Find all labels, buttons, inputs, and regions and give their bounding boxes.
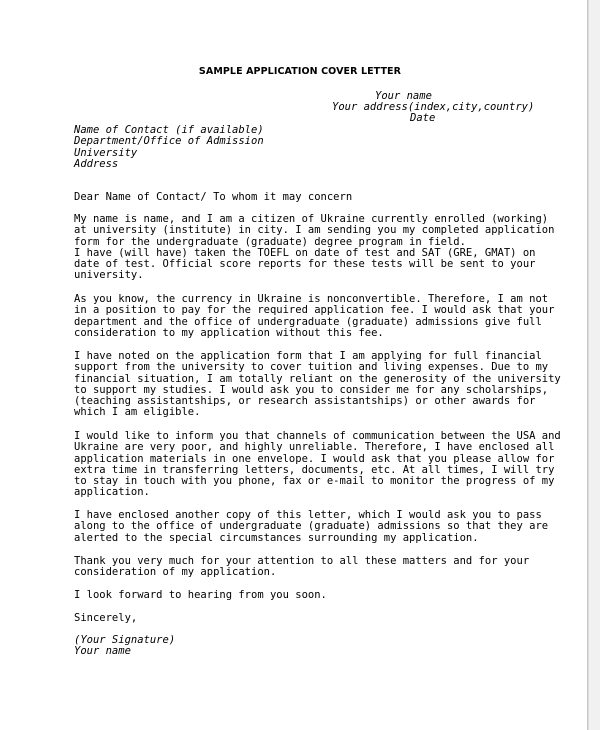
sender-name: Your name	[375, 90, 432, 102]
signature-label: (Your Signature)	[74, 634, 176, 646]
sender-address: Your address(index,city,country)	[332, 101, 535, 113]
paragraph-line: As you know, the currency in Ukraine is nonconvertible. Therefore, I am not	[74, 293, 549, 305]
recipient-address: Address	[74, 157, 119, 170]
paragraph-line: I look forward to hearing from you soon.	[74, 589, 327, 601]
paragraph-line: department and the office of undergraduate (graduate) admissions give full	[74, 315, 542, 328]
paragraph-line: along to the office of undergraduate (graduate) admissions so that they are	[74, 520, 549, 533]
paragraph-line: extra time in transferring letters, documents, etc. At all times, I will try	[74, 463, 555, 476]
paragraph-line: at university (institute) in city. I am sending you my completed application	[74, 224, 555, 237]
paragraph-line: I have noted on the application form that I am applying for full financial	[74, 350, 542, 362]
paragraph-line: support from the university to cover tuition and living expenses. Due to my	[74, 361, 549, 374]
paragraph-line: I would like to inform you that channels of communication between the USA and	[74, 430, 561, 442]
paragraph-2	[74, 294, 554, 339]
document-title: SAMPLE APPLICATION COVER LETTER	[198, 66, 402, 77]
paragraph-6	[74, 556, 529, 579]
paragraph-line: I have enclosed another copy of this letter, which I would ask you to pass	[74, 509, 542, 521]
recipient-block	[74, 125, 264, 170]
paragraph-5	[74, 510, 548, 544]
recipient-contact: Name of Contact (if available)	[74, 124, 264, 136]
paragraph-line: financial situation, I am totally reliant on the generosity of the university	[74, 372, 561, 385]
paragraph-line: date of test. Official score reports for these tests will be sent to your	[74, 258, 536, 271]
paragraph-4	[74, 431, 561, 499]
recipient-department: Department/Office of Admission	[74, 135, 264, 148]
paragraph-line: My name is name, and I am a citizen of Ukraine currently enrolled (working)	[74, 213, 549, 225]
paragraph-line: which I am eligible.	[74, 406, 201, 419]
salutation: Dear Name of Contact/ To whom it may concern	[74, 191, 353, 203]
paragraph-line: alerted to the special circumstances surrounding my application.	[74, 531, 479, 544]
paragraph-7	[74, 590, 327, 601]
paragraph-line: application.	[74, 486, 150, 499]
closing: Sincerely,	[74, 612, 138, 624]
paragraph-line: I have (will have) taken the TOEFL on date of test and SAT (GRE, GMAT) on	[74, 246, 536, 259]
paragraph-line: to support my studies. I would ask you to consider me for any scholarships,	[74, 383, 549, 396]
sender-date: Date	[410, 112, 436, 124]
vertical-scrollbar[interactable]	[588, 0, 600, 730]
paragraph-line: to stay in touch with you phone, fax or e-mail to monitor the progress of my	[74, 475, 555, 488]
paragraph-1	[74, 214, 554, 282]
paragraph-line: (teaching assistantships, or research assistantships) or other awards for	[74, 395, 536, 408]
paragraph-line: form for the undergraduate (graduate) degree program in field.	[74, 235, 466, 248]
paragraph-line: Ukraine are very poor, and highly unreliable. Therefore, I have enclosed all	[74, 441, 555, 454]
paragraph-line: Thank you very much for your attention to all these matters and for your	[74, 555, 530, 567]
paragraph-line: application materials in one envelope. I would ask that you please allow for	[74, 452, 555, 465]
paragraph-line: consideration to my application without this fee.	[74, 326, 384, 339]
paragraph-line: consideration of my application.	[74, 566, 277, 579]
paragraph-line: university.	[74, 269, 144, 282]
paragraph-3	[74, 351, 561, 419]
paragraph-line: in a position to pay for the required application fee. I would ask that your	[74, 304, 555, 317]
signature-block	[74, 635, 175, 658]
recipient-university: University	[74, 146, 138, 159]
signature-name: Your name	[74, 645, 131, 658]
